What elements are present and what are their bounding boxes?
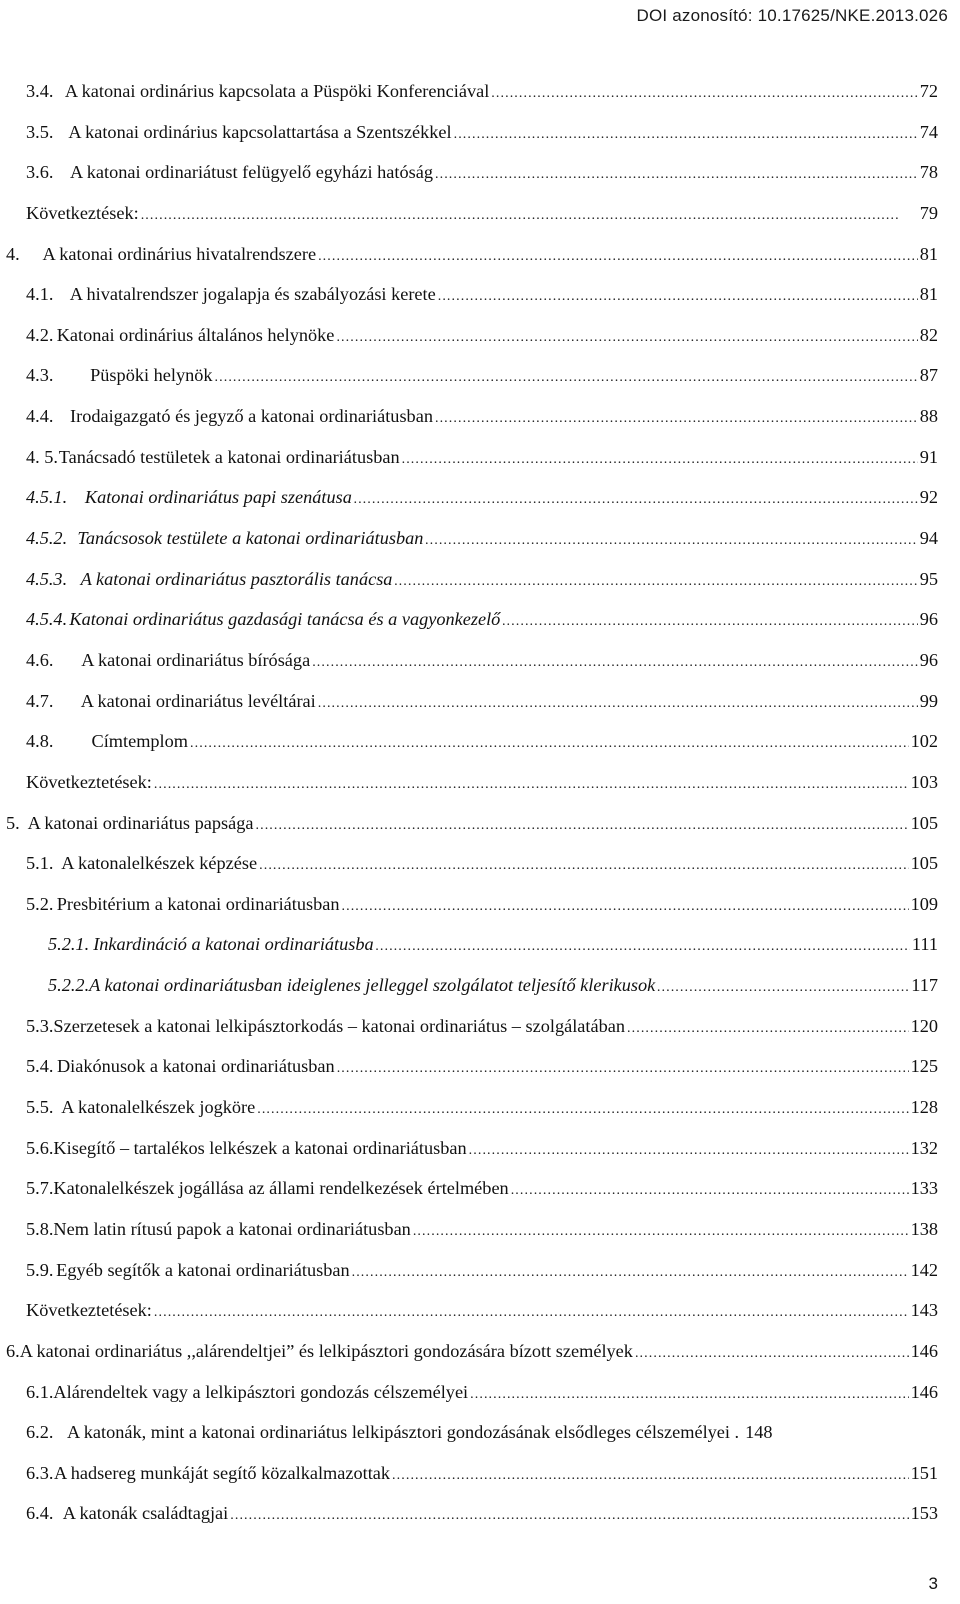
toc-page: 88: [919, 406, 938, 427]
toc-page: 99: [919, 690, 938, 711]
toc-page: 142: [910, 1259, 938, 1280]
toc-title: A katonai ordinariátust felügyelő egyházi hatóság: [70, 162, 433, 183]
toc-entry[interactable]: [0, 931, 960, 972]
toc-entry[interactable]: [0, 1338, 960, 1379]
toc-title: Inkardináció a katonai ordinariátusba: [93, 934, 374, 955]
toc-page: 143: [910, 1300, 938, 1321]
toc-page: 96: [919, 649, 938, 670]
toc-page: 92: [919, 487, 938, 508]
toc-entry[interactable]: [0, 281, 960, 322]
toc-title: A katonalelkészek képzése: [61, 853, 258, 874]
toc-number: 4.5.3.: [26, 568, 68, 589]
toc-page: 74: [919, 121, 938, 142]
toc-number: 4.5.4.: [26, 609, 68, 630]
toc-page: 117: [911, 975, 938, 996]
toc-title: Következtések:: [26, 202, 139, 223]
dot-leader: [435, 403, 918, 432]
toc-title: A katonai ordinárius kapcsolata a Püspöki Konferenciával: [64, 81, 490, 101]
toc-number: 6.: [6, 1340, 20, 1361]
toc-page: 109: [910, 893, 938, 914]
toc-entry[interactable]: [0, 1257, 960, 1298]
doi-header: DOI azonosító: 10.17625/NKE.2013.026: [636, 6, 948, 25]
toc-page: 153: [910, 1503, 938, 1524]
toc-entry[interactable]: [0, 647, 960, 688]
toc-title: A katonai ordinariátusban ideiglenes jelleggel szolgálatot teljesítő klerikusok: [89, 975, 656, 996]
toc-number: 4.2.: [26, 324, 54, 345]
toc-title: Katonai ordinariátus papi szenátusa: [84, 487, 352, 508]
toc-number: 5.4.: [26, 1056, 54, 1077]
toc-title: Irodaigazgató és jegyző a katonai ordinariátusban: [70, 406, 433, 427]
toc-entry[interactable]: [0, 403, 960, 444]
toc-entry[interactable]: [0, 362, 960, 403]
toc-number: 4.7.: [26, 690, 54, 711]
toc-number: 5.9.: [26, 1259, 54, 1280]
dot-leader: [425, 525, 917, 554]
toc-title: A hivatalrendszer jogalapja és szabályozási kerete: [69, 284, 436, 305]
toc-entry[interactable]: [0, 972, 960, 1013]
dot-leader: [342, 891, 909, 920]
toc-page: 96: [919, 609, 938, 630]
toc-entry[interactable]: [0, 1175, 960, 1216]
toc-page: 111: [911, 934, 938, 955]
dot-leader: [413, 1216, 909, 1245]
toc-number: 6.4.: [26, 1503, 54, 1524]
toc-title: Katonai ordinariátus gazdasági tanácsa és a vagyonkezelő: [69, 609, 501, 630]
toc-page: 120: [910, 1015, 938, 1036]
toc-number: 5.3.: [26, 1015, 54, 1036]
dot-leader: [635, 1338, 909, 1367]
dot-leader: [627, 1013, 909, 1042]
toc-number: 5.: [6, 812, 20, 833]
toc-page: 138: [910, 1218, 938, 1239]
dot-leader: [394, 566, 917, 595]
toc-page: 132: [910, 1137, 938, 1158]
page-number: 3: [928, 1574, 938, 1593]
dot-leader: [337, 1053, 909, 1082]
dot-leader: [318, 688, 918, 717]
toc-entry[interactable]: [0, 769, 960, 810]
toc-number: 4. 5.: [26, 446, 58, 467]
toc-title: Tanácsosok testülete a katonai ordinariátusban: [77, 528, 424, 549]
toc-page: 146: [910, 1381, 938, 1402]
toc-title: Következtetések:: [26, 771, 152, 792]
dot-leader: [256, 810, 909, 839]
dot-leader: [392, 1460, 909, 1489]
toc-entry[interactable]: [0, 850, 960, 891]
toc-entry[interactable]: [0, 688, 960, 729]
toc-entry[interactable]: [0, 1379, 960, 1420]
toc-title: Katonai ordinárius általános helynöke: [56, 324, 335, 345]
toc-page: 82: [919, 324, 938, 345]
toc-title: A katonai ordinariátus levéltárai: [80, 690, 316, 711]
toc-entry[interactable]: [0, 1094, 960, 1135]
dot-leader: [469, 1135, 909, 1164]
toc-page: 102: [910, 731, 938, 752]
toc-entry[interactable]: [0, 322, 960, 363]
dot-leader: [354, 484, 918, 513]
toc-number: 4.1.: [26, 284, 54, 305]
toc-title: A katonai ordinariátus pasztorális tanácsa: [80, 568, 393, 589]
toc-title: A katonák, mint a katonai ordinariátus lelkipásztori gondozásának elsődleges célszemélyei .: [67, 1422, 740, 1443]
toc-number: 4.3.: [26, 365, 54, 386]
toc-title: Címtemplom: [91, 731, 189, 752]
dot-leader: [154, 1297, 909, 1326]
toc-number: 4.5.2.: [26, 528, 68, 549]
dot-leader: [657, 972, 909, 1001]
toc-title: Nem latin rítusú papok a katonai ordinariátusban: [53, 1218, 411, 1239]
toc-number: 5.2.2.: [48, 975, 90, 996]
toc-title: Alárendeltek vagy a lelkipásztori gondozás célszemélyei: [53, 1381, 469, 1402]
dot-leader: [402, 444, 918, 473]
dot-leader: [141, 200, 918, 229]
toc-title: A katonai ordinariátus papsága: [27, 812, 254, 833]
toc-entry[interactable]: [0, 810, 960, 851]
toc-title: A katonai ordinárius hivatalrendszere: [42, 243, 317, 264]
dot-leader: [154, 769, 909, 798]
toc-number: 5.7.: [26, 1178, 54, 1199]
toc-page: 133: [910, 1178, 938, 1199]
toc-page: 148: [745, 1422, 773, 1443]
dot-leader: [502, 606, 917, 635]
dot-leader: [454, 119, 918, 148]
table-of-contents: [0, 78, 960, 1541]
dot-leader: [190, 728, 909, 757]
toc-number: 5.1.: [26, 853, 54, 874]
toc-entry[interactable]: [0, 1419, 960, 1460]
toc-number: 3.5.: [26, 121, 54, 142]
toc-title: A hadsereg munkáját segítő közalkalmazottak: [53, 1462, 391, 1483]
dot-leader: [352, 1257, 909, 1286]
dot-leader: [376, 931, 910, 960]
dot-leader: [318, 241, 918, 270]
toc-entry[interactable]: [0, 484, 960, 525]
toc-number: 5.6.: [26, 1137, 54, 1158]
dot-leader: [259, 850, 908, 879]
toc-page: 103: [910, 771, 938, 792]
toc-title: Katonalelkészek jogállása az állami rendelkezések értelmében: [53, 1178, 509, 1199]
toc-title: Egyéb segítők a katonai ordinariátusban: [56, 1259, 350, 1280]
toc-entry[interactable]: [0, 1500, 960, 1541]
toc-title: Diakónusok a katonai ordinariátusban: [56, 1056, 335, 1077]
toc-page: 81: [919, 243, 938, 264]
toc-entry[interactable]: [0, 525, 960, 566]
toc-number: 5.5.: [26, 1097, 54, 1118]
toc-entry[interactable]: [0, 566, 960, 607]
toc-entry[interactable]: [0, 1460, 960, 1501]
toc-page: 79: [919, 202, 938, 223]
toc-entry[interactable]: [0, 1297, 960, 1338]
dot-leader: [215, 362, 918, 391]
toc-number: 5.8.: [26, 1218, 54, 1239]
toc-entry[interactable]: [0, 444, 960, 485]
toc-title: A katonai ordinárius kapcsolattartása a Szentszékkel: [68, 121, 452, 142]
dot-leader: [511, 1175, 909, 1204]
toc-entry[interactable]: [0, 119, 960, 160]
toc-number: 5.2.: [26, 893, 54, 914]
toc-title: Püspöki helynök: [90, 365, 213, 386]
toc-page: 78: [919, 162, 938, 183]
toc-number: 4.8.: [26, 731, 54, 752]
toc-entry[interactable]: [0, 78, 960, 119]
toc-number: 3.4.: [26, 81, 54, 101]
toc-title: Kisegítő – tartalékos lelkészek a katonai ordinariátusban: [53, 1137, 467, 1158]
toc-number: 6.3.: [26, 1462, 54, 1483]
toc-entry[interactable]: [0, 728, 960, 769]
toc-entry[interactable]: [0, 1013, 960, 1054]
toc-page: 105: [910, 812, 938, 833]
toc-entry[interactable]: [0, 1053, 960, 1094]
dot-leader: [336, 322, 917, 351]
dot-leader: [312, 647, 918, 676]
toc-title: A katonai ordinariátus bírósága: [81, 649, 311, 670]
toc-entry[interactable]: [0, 200, 960, 241]
toc-page: 91: [919, 446, 938, 467]
toc-title: A katonai ordinariátus ,,alárendeltjei” és lelkipásztori gondozására bízott személyek: [19, 1340, 633, 1361]
toc-entry[interactable]: [0, 1135, 960, 1176]
toc-number: 6.1.: [26, 1381, 54, 1402]
toc-page: 125: [910, 1056, 938, 1077]
toc-number: 4.5.1.: [26, 487, 68, 508]
toc-page: 151: [910, 1462, 938, 1483]
toc-entry[interactable]: [0, 1216, 960, 1257]
toc-page: 95: [919, 568, 938, 589]
toc-title: Tanácsadó testületek a katonai ordinariátusban: [58, 446, 400, 467]
toc-page: 87: [919, 365, 938, 386]
dot-leader: [491, 78, 917, 107]
toc-title: A katonák családtagjai: [62, 1503, 229, 1524]
toc-entry[interactable]: [0, 241, 960, 282]
toc-page: 146: [910, 1340, 938, 1361]
toc-number: 5.2.1.: [48, 934, 90, 955]
toc-number: 4.4.: [26, 406, 54, 427]
toc-entry[interactable]: [0, 891, 960, 932]
toc-number: 4.: [6, 243, 20, 264]
toc-page: 128: [910, 1097, 938, 1118]
dot-leader: [470, 1379, 908, 1408]
toc-title: Következtetések:: [26, 1300, 152, 1321]
toc-page: 81: [919, 284, 938, 305]
toc-title: A katonalelkészek jogköre: [61, 1097, 256, 1118]
toc-number: 4.6.: [26, 649, 54, 670]
toc-page: 105: [910, 853, 938, 874]
toc-number: 6.2.: [26, 1422, 54, 1443]
toc-entry[interactable]: [0, 606, 960, 647]
toc-title: Szerzetesek a katonai lelkipásztorkodás – katonai ordinariátus – szolgálatában: [53, 1015, 626, 1036]
toc-entry[interactable]: [0, 159, 960, 200]
dot-leader: [435, 159, 918, 188]
toc-title: Presbitérium a katonai ordinariátusban: [56, 893, 340, 914]
dot-leader: [257, 1094, 908, 1123]
toc-number: 3.6.: [26, 162, 54, 183]
dot-leader: [230, 1500, 908, 1529]
toc-page: 72: [919, 81, 938, 101]
toc-page: 94: [919, 528, 938, 549]
dot-leader: [438, 281, 918, 310]
